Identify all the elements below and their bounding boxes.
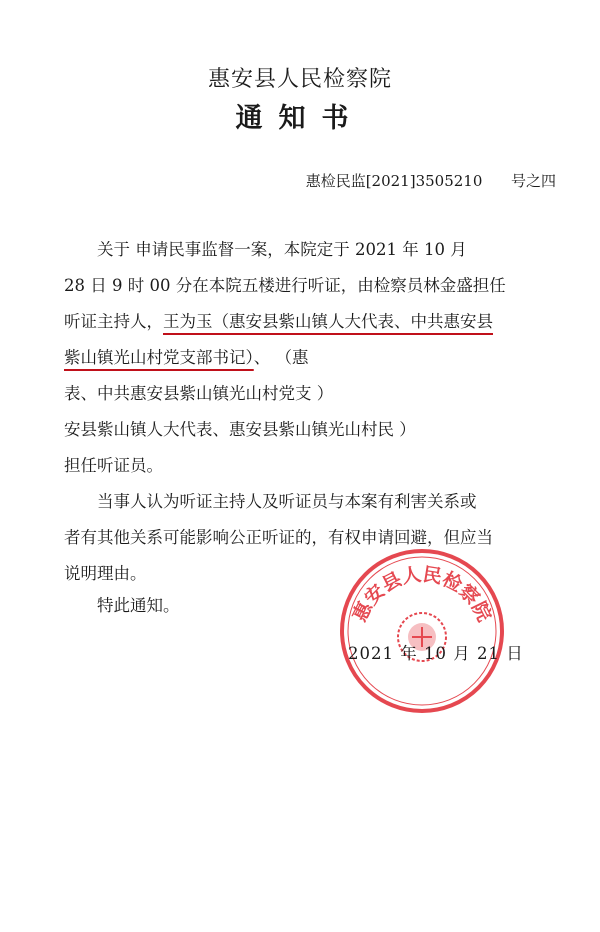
official-seal-icon	[336, 545, 508, 717]
document-title: 通知书	[235, 103, 365, 134]
issuing-organization: 惠安县人民检察院	[207, 67, 392, 92]
body-line-1: 关于 申请民事监督一案，本院定于 2021 年 10 月	[97, 240, 467, 259]
body-line-7: 担任听证员。	[64, 456, 163, 475]
body-line-5: 表、中共惠安县紫山镇光山村党支 ）	[64, 384, 334, 403]
redacted-segment: 、 （惠	[253, 348, 309, 367]
para2-line-1: 当事人认为听证主持人及听证员与本案有利害关系或	[97, 492, 477, 511]
body-line-6: 安县紫山镇人大代表、惠安县紫山镇光山村民 ）	[64, 420, 416, 439]
issue-date: 2021 年 10 月 21 日	[348, 644, 524, 663]
closing-phrase: 特此通知。	[97, 596, 180, 615]
highlighted-person-a: 王为玉（惠安县紫山镇人大代表、中共惠安县	[163, 312, 493, 331]
document-number: 惠检民监[2021]3505210 号之四	[305, 172, 556, 190]
para2-line-3: 说明理由。	[64, 564, 147, 583]
body-line-4	[64, 340, 569, 376]
highlighted-person-a-cont: 紫山镇光山村党支部书记）	[64, 348, 254, 367]
body-line-3	[64, 304, 569, 340]
host-label: 听证主持人，	[64, 312, 163, 331]
notice-body	[64, 232, 569, 592]
para2-line-2: 者有其他关系可能影响公正听证的，有权申请回避，但应当	[64, 528, 493, 547]
svg-text:惠安县人民检察院: 惠安县人民检察院	[348, 563, 496, 626]
body-line-2: 28 日 9 时 00 分在本院五楼进行听证，由检察员林金盛担任	[64, 276, 506, 295]
